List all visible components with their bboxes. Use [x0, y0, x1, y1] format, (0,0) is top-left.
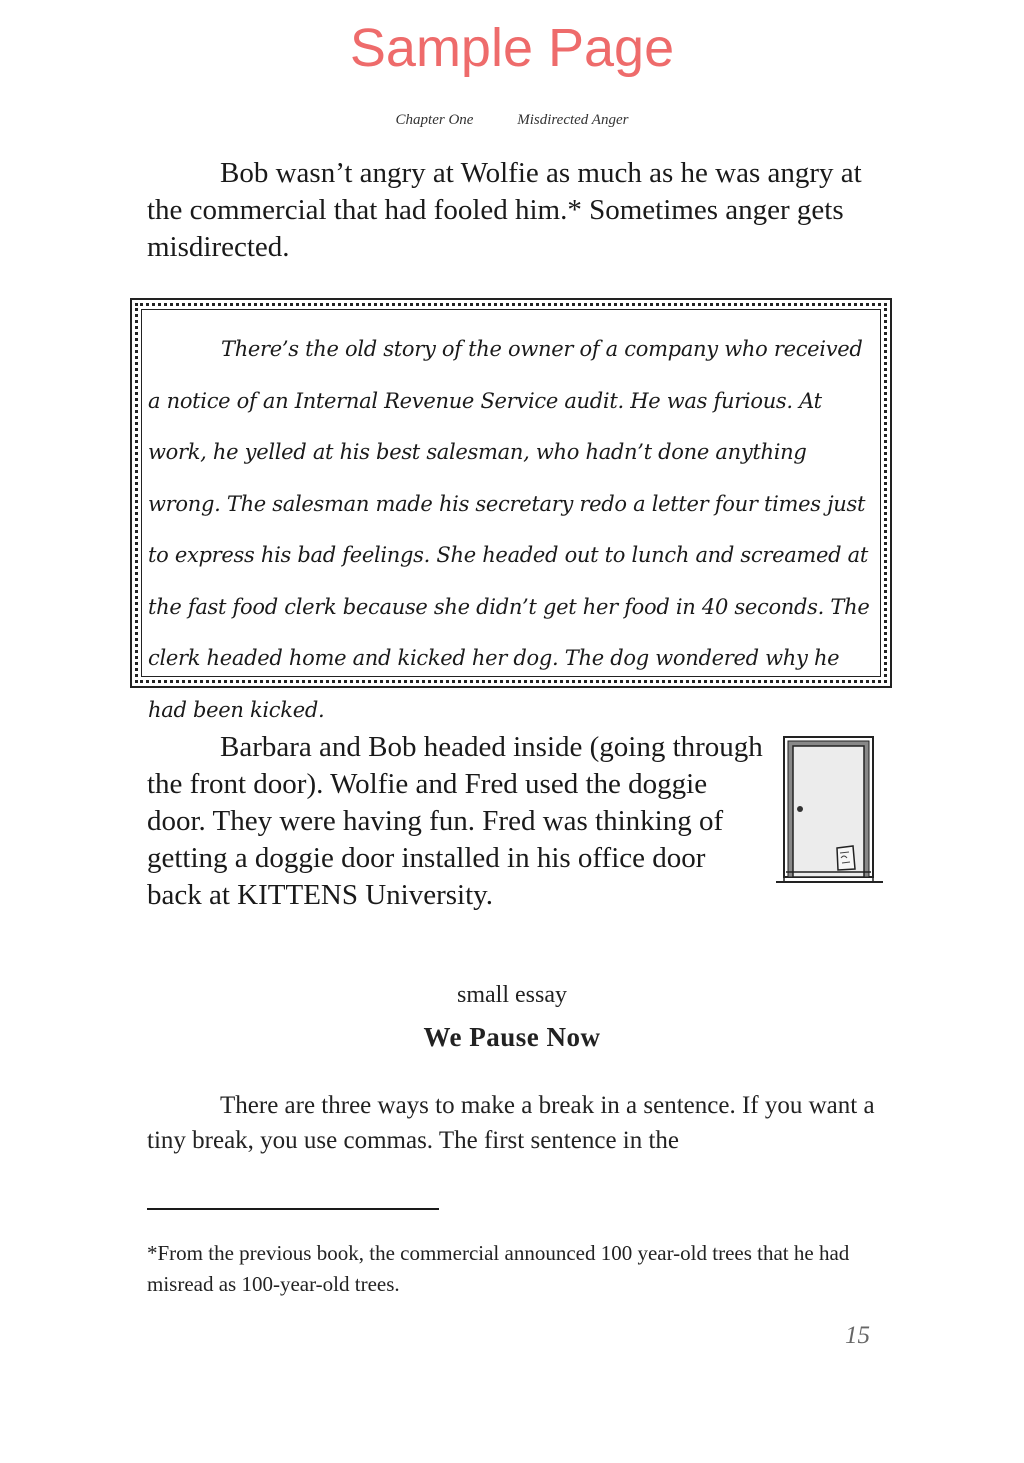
- body-paragraph-1: [147, 155, 877, 266]
- essay-title: We Pause Now: [423, 1022, 601, 1052]
- paragraph-1-text: Bob wasn’t angry at Wolfie as much as he was angry at the commercial that had fooled him.* Sometimes anger gets misdirected.: [147, 157, 862, 263]
- decorative-story-box: [130, 298, 892, 722]
- essay-paragraph: [147, 1088, 877, 1158]
- running-head-chapter: Chapter One: [395, 112, 474, 128]
- door-with-doggie-door-icon: [775, 735, 885, 887]
- essay-label: small essay: [457, 982, 567, 1008]
- running-head-title: Misdirected Anger: [517, 112, 629, 128]
- paragraph-2-text: Barbara and Bob headed inside (going through the front door). Wolfie and Fred used the doggie door. They were having fun. Fred was thinking of getting a doggie door installed in his office door back at KITTENS University.: [147, 731, 763, 911]
- footnote-rule: [147, 1208, 439, 1210]
- page-number: 15: [845, 1322, 870, 1349]
- boxed-story-content: There’s the old story of the owner of a company who received a notice of an Internal Revenue Service audit. He was furious. At work, he yelled at his best salesman, who hadn’t done anything wrong. The salesman made his secretary redo a letter four times just to express his bad feelings. She headed out to lunch and screamed at the fast food clerk because she didn’t get her food in 40 seconds. The clerk headed home and kicked her dog. The dog wondered why he had been kicked.: [148, 337, 870, 722]
- sample-page-watermark: Sample Page: [349, 18, 675, 78]
- boxed-story-text: [148, 324, 876, 736]
- footnote: *From the previous book, the commercial announced 100 year-old trees that he had misread as 100-year-old trees.: [147, 1241, 850, 1296]
- running-head: [0, 112, 1024, 129]
- body-paragraph-2: [147, 729, 767, 914]
- essay-text: There are three ways to make a break in a sentence. If you want a tiny break, you use commas. The first sentence in the: [147, 1092, 875, 1154]
